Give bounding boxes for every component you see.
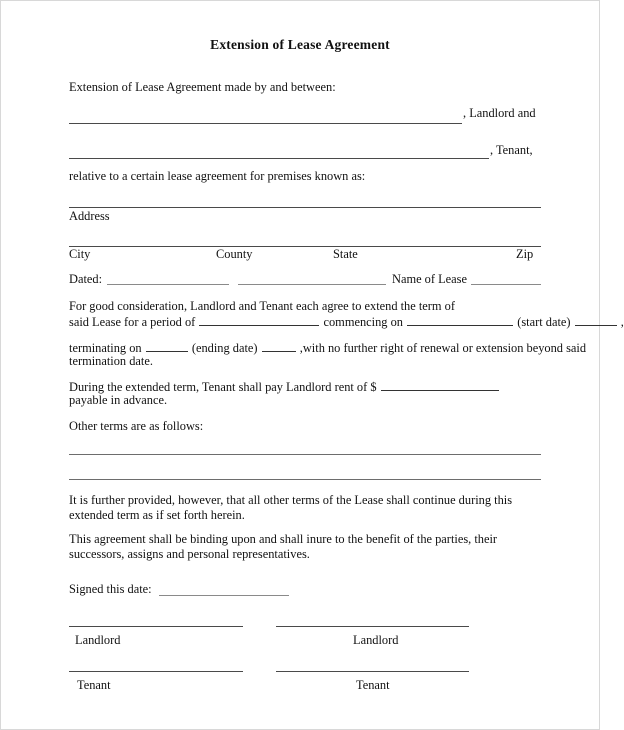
further-provided-paragraph: It is further provided, however, that all other terms of the Lease shall continue during this extended term as if set forth herein. [69,493,513,522]
other-terms-blank-2[interactable] [69,479,541,480]
zip-label: Zip [516,247,534,261]
signed-this-date-label: Signed this date: [69,582,152,596]
rent-line-2: payable in advance. [69,393,168,407]
terminating-rest-text: ,with no further right of renewal or extension beyond said [299,341,587,355]
consideration-period-text: said Lease for a period of [69,315,196,329]
tenant-signature-line-left[interactable] [69,671,243,672]
page-title: Extension of Lease Agreement [210,37,390,52]
tenant-name-blank[interactable] [69,158,489,159]
rent-amount-blank[interactable] [381,379,499,391]
tenant-suffix-label: , Tenant, [490,143,533,157]
binding-paragraph: This agreement shall be binding upon and shall inure to the benefit of the parties, their successors, assigns and personal representatives. [69,532,498,561]
signed-date-blank[interactable] [159,595,289,596]
landlord-signature-line-left[interactable] [69,626,243,627]
terminating-line-2: termination date. [69,354,153,368]
county-label: County [216,247,253,261]
landlord-name-blank[interactable] [69,123,462,124]
city-county-state-zip-blank[interactable] [69,246,541,247]
dated-blank[interactable] [107,284,229,285]
commencing-date-blank[interactable] [407,314,513,326]
ending-date-note: (ending date) [191,341,258,355]
relative-to-lease-line: relative to a certain lease agreement for premises known as: [69,169,366,183]
start-date-note: (start date) [517,315,571,329]
consideration-line-1: For good consideration, Landlord and Tenant each agree to extend the term of [69,299,455,313]
rent-text: During the extended term, Tenant shall pay Landlord rent of $ [69,380,377,394]
dated-label: Dated: [69,272,103,286]
start-date-blank[interactable] [575,314,617,326]
name-of-lease-label: Name of Lease [392,272,467,286]
landlord-signature-line-right[interactable] [276,626,469,627]
tenant-signature-label-left: Tenant [77,678,111,692]
landlord-suffix-label: , Landlord and [463,106,536,120]
address-label: Address [69,209,110,223]
name-of-lease-blank[interactable] [471,284,541,285]
terminating-on-text: terminating on [69,341,142,355]
tenant-signature-label-right: Tenant [356,678,390,692]
state-label: State [333,247,358,261]
address-blank[interactable] [69,207,541,208]
consideration-commencing-text: commencing on [323,315,403,329]
consideration-line-2 [69,314,624,330]
dated-middle-blank[interactable] [238,284,386,285]
tenant-signature-line-right[interactable] [276,671,469,672]
other-terms-label: Other terms are as follows: [69,419,204,433]
city-label: City [69,247,91,261]
lease-period-blank[interactable] [199,314,319,326]
landlord-signature-label-right: Landlord [353,633,399,647]
consideration-comma: , [620,315,624,329]
ending-date-blank[interactable] [262,340,296,352]
landlord-signature-label-left: Landlord [75,633,121,647]
terminating-date-blank[interactable] [146,340,188,352]
other-terms-blank-1[interactable] [69,454,541,455]
intro-line: Extension of Lease Agreement made by and between: [69,80,336,94]
